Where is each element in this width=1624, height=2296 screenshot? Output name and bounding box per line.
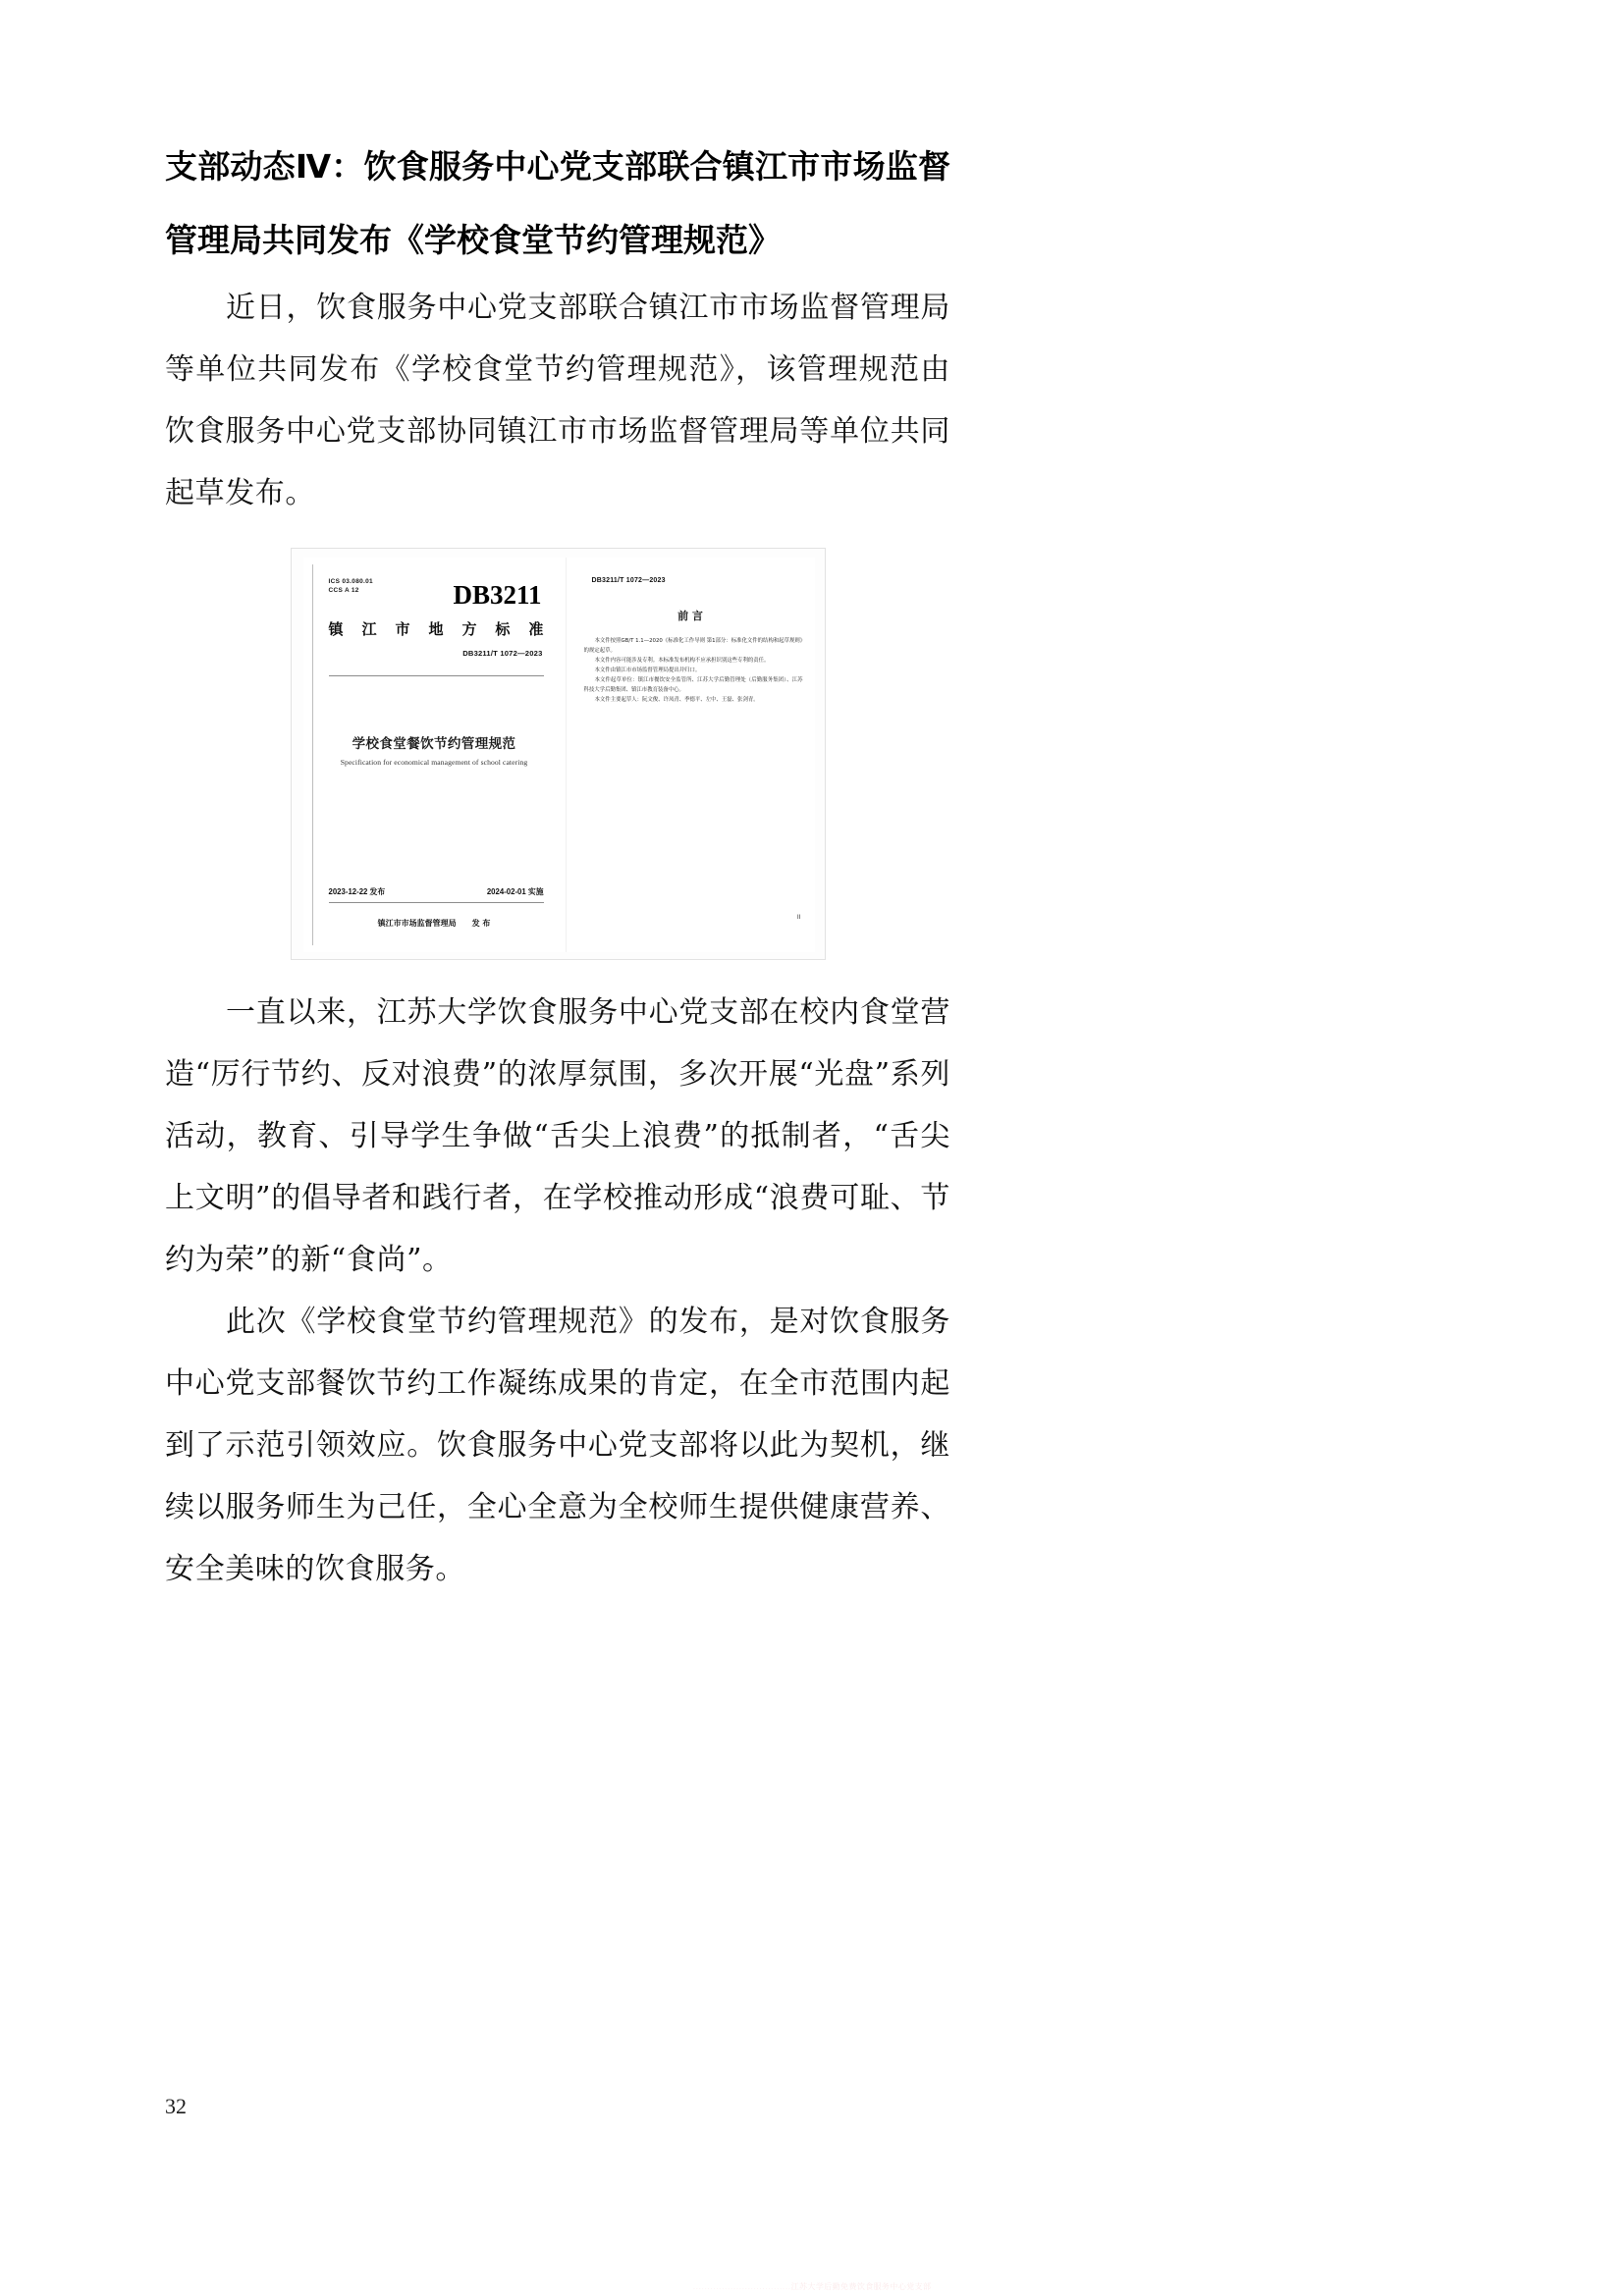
standard-kind-label (329, 618, 544, 639)
page-title: 支部动态Ⅳ：饮食服务中心党支部联合镇江市市场监督管理局共同发布《学校食堂节约管理规范》 (165, 148, 950, 258)
watermark-text: 江苏大学后勤免费饮食服务中心党支部 (790, 2282, 932, 2291)
standard-dates (329, 886, 544, 897)
watermark-dots: .................................. (692, 2282, 791, 2291)
ics-classification (329, 577, 373, 595)
kind-char: 方 (461, 620, 477, 638)
standard-scan-spread (303, 558, 815, 952)
db-logo: DB3211 (453, 580, 542, 610)
issuer-action: 发 布 (471, 919, 491, 928)
kind-char: 准 (528, 620, 544, 638)
foreword-line: 本文件起草单位：镇江市餐饮安全监管所、江苏大学后勤管理处（后勤服务集团）、江苏科技大学后勤集团、镇江市教育装备中心。 (583, 677, 803, 693)
kind-char: 地 (428, 620, 444, 638)
cover-left-rule (312, 564, 313, 945)
cover-divider-bottom (329, 902, 544, 903)
kind-char: 镇 (328, 620, 344, 638)
foreword-line: 本文件由镇江市市场监督管理局提出并归口。 (594, 667, 701, 673)
ccs-line: CCS A 12 (328, 587, 359, 594)
kind-char: 江 (361, 620, 377, 638)
kind-char: 市 (395, 620, 410, 638)
foreword-line: 本文件按照GB/T 1.1—2020《标准化工作导则 第1部分：标准化文件的结构和起草规则》的规定起草。 (583, 638, 803, 654)
standard-figure (165, 548, 950, 960)
cover-divider-top (329, 675, 544, 676)
foreword-heading: 前 言 (677, 610, 703, 622)
foreword-body (584, 636, 803, 705)
page-content (165, 130, 950, 1600)
foreword-page-number: II (796, 914, 801, 921)
paragraph-3: 此次《学校食堂节约管理规范》的发布，是对饮食服务中心党支部餐饮节约工作凝练成果的肯定，在全市范围内起到了示范引领效应。饮食服务中心党支部将以此为契机，继续以服务师生为己任，全心全意为全校师生提供健康营养、安全美味的饮食服务。 (165, 1305, 950, 1586)
standard-code: DB3211/T 1072—2023 (462, 649, 543, 658)
paragraph-2: 一直以来，江苏大学饮食服务中心党支部在校内食堂营造“厉行节约、反对浪费”的浓厚氛围，多次开展“光盘”系列活动，教育、引导学生争做“舌尖上浪费”的抵制者，“舌尖上文明”的倡导者和践行者，在学校推动形成“浪费可耻、节约为荣”的新“食尚”。 (165, 995, 950, 1277)
standard-title-en: Specification for economical management of school catering (340, 758, 528, 767)
ics-line: ICS 03.080.01 (328, 578, 373, 585)
foreword-standard-code: DB3211/T 1072—2023 (591, 577, 666, 584)
standard-scan-image (291, 548, 826, 960)
standard-title-cn: 学校食堂餐饮节约管理规范 (352, 736, 516, 752)
issue-date: 2023-12-22 发布 (328, 887, 386, 896)
page-number: 32 (165, 2094, 187, 2118)
standard-foreword-page (567, 558, 815, 952)
footer-watermark (0, 2281, 1624, 2292)
foreword-line: 本文件主要起草人：阮文俊、许凤青、季德平、左中、王磊、张剑青。 (594, 697, 759, 703)
kind-char: 标 (495, 620, 511, 638)
standard-issuer-line (303, 918, 566, 929)
foreword-line: 本文件内容可能涉及专利。本标准发布机构不应承担识别这些专利的责任。 (594, 658, 770, 664)
issuer-name: 镇江市市场监督管理局 (377, 919, 457, 928)
effective-date: 2024-02-01 实施 (486, 887, 544, 896)
paragraph-1: 近日，饮食服务中心党支部联合镇江市市场监督管理局等单位共同发布《学校食堂节约管理规范》，该管理规范由饮食服务中心党支部协同镇江市市场监督管理局等单位共同起草发布。 (165, 291, 950, 510)
standard-cover-page (303, 558, 567, 952)
